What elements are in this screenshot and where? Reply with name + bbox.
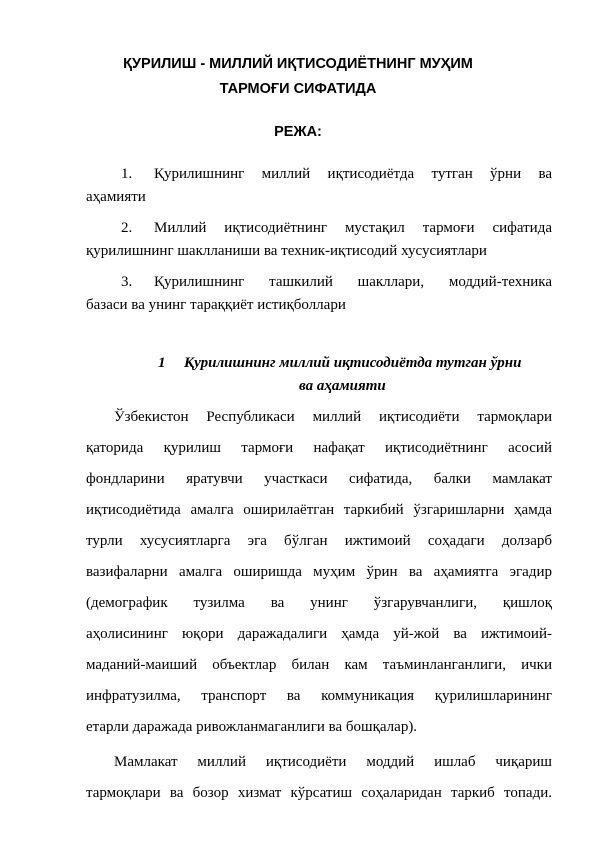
plan-heading: РЕЖА: [274,124,322,140]
document-title-line-1: ҚУРИЛИШ - МИЛЛИЙ ИҚТИСОДИЁТНИНГ МУҲИМ [123,56,473,72]
paragraph-1-line-8: аҳолисининг юқори даражадалиги ҳамда уй-жой ва ижтимоий- [86,626,552,642]
plan-item-1-number: 1. [121,166,133,182]
paragraph-1-line-6: вазифаларни амалга оширишда муҳим ўрин ва аҳамиятга эгадир [86,564,552,580]
paragraph-1-line-9: маданий-маиший объектлар билан кам таъминланганлиги, ички [86,657,552,673]
plan-item-1-line-2: аҳамияти [86,189,146,205]
section-title-line-1: Қурилишнинг миллий иқтисодиётда тутган ўрни [184,355,522,371]
plan-item-3-number: 3. [121,274,133,290]
section-number: 1 [158,355,166,371]
plan-item-1-text: Қурилишнинг миллий иқтисодиётда тутган ўрни ва [154,166,552,182]
paragraph-1-line-2: қаторида қурилиш тармоғи нафақат иқтисодиётнинг асосий [86,440,552,456]
paragraph-1-line-1: Ўзбекистон Республикаси миллий иқтисодиёти тармоқлари [114,409,552,425]
paragraph-2-line-2: тармоқлари ва бозор хизмат кўрсатиш соҳаларидан таркиб топади. [86,785,552,801]
paragraph-1-line-7: (демографик тузилма ва унинг ўзгарувчанлиги, қишлоқ [86,595,552,611]
plan-item-1-line-1 [121,164,552,184]
section-heading-line-1 [158,353,521,373]
paragraph-1-line-11: етарли даражада ривожланмаганлиги ва бошқалар). [86,719,418,735]
paragraph-1-line-4: иқтисодиётида амалга оширилаётган таркибий ўзгаришларни ҳамда [86,502,552,518]
plan-item-2-line-1 [121,218,552,238]
document-title-line-2: ТАРМОҒИ СИФАТИДА [219,81,377,97]
paragraph-2-line-1: Мамлакат миллий иқтисодиёти моддий ишлаб чиқариш [114,754,552,770]
plan-item-3-line-2: базаси ва унинг тараққиёт истиқболлари [86,297,346,313]
plan-item-3-text: Қурилишнинг ташкилий шакллари, моддий-техника [154,274,552,290]
paragraph-1-line-3: фондларини яратувчи участкаси сифатида, балки мамлакат [86,471,552,487]
section-title-line-2: ва аҳамияти [299,378,386,394]
paragraph-1-line-5: турли хусусиятларга эга бўлган ижтимоий соҳадаги долзарб [86,533,552,549]
plan-item-2-number: 2. [121,220,133,236]
plan-item-2-line-2: қурилишнинг шаклланиши ва техник-иқтисодий хусусиятлари [86,243,487,259]
paragraph-1-line-10: инфратузилма, транспорт ва коммуникация қурилишларининг [86,688,552,704]
plan-item-3-line-1 [121,272,552,292]
plan-item-2-text: Миллий иқтисодиётнинг мустақил тармоғи сифатида [154,220,552,236]
